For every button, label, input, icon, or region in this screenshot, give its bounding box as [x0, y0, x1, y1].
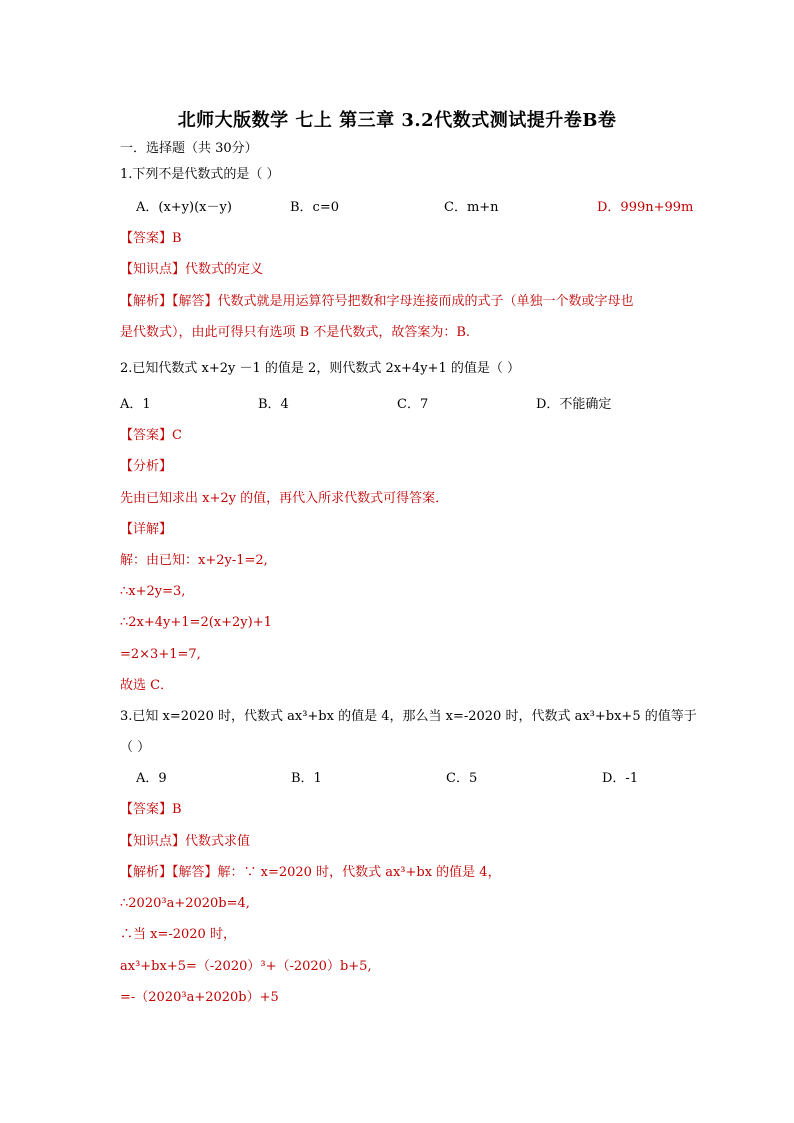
q3-option-b: B．1 — [291, 771, 322, 786]
q2-step: 解：由已知：x+2y-1=2, — [120, 553, 268, 568]
q2-analysis: 先由已知求出 x+2y 的值，再代入所求代数式可得答案． — [120, 491, 449, 506]
q2-option-c: C．7 — [397, 397, 429, 412]
q3-answer: 【答案】B — [120, 802, 182, 817]
q2-detail-header: 【详解】 — [120, 522, 173, 537]
q3-stem-line1: 3.已知 x=2020 时，代数式 ax³+bx 的值是 4，那么当 x=-2020 时，代数式 ax³+bx+5 的值等于 — [120, 709, 697, 724]
q1-option-d: D．999n+99m — [597, 200, 694, 215]
q2-step: ∴2x+4y+1=2(x+2y)+1 — [120, 615, 272, 630]
q3-stem-line2: （ ） — [120, 740, 151, 755]
q1-knowledge: 【知识点】代数式的定义 — [120, 262, 264, 277]
q2-option-a: A．1 — [120, 397, 151, 412]
q2-step: =2×3+1=7, — [120, 647, 201, 662]
q2-step: ∴x+2y=3, — [120, 584, 186, 599]
q1-option-b: B．c=0 — [290, 200, 339, 215]
q2-answer: 【答案】C — [120, 428, 182, 443]
q3-step: ax³+bx+5=（-2020）³+（-2020）b+5, — [120, 959, 372, 974]
q1-analysis-line2: 是代数式），由此可得只有选项 B 不是代数式，故答案为：B. — [120, 325, 471, 340]
q1-stem: 1.下列不是代数式的是（ ） — [120, 167, 280, 182]
q3-analysis-line1: 【解析】【解答】解：∵ x=2020 时，代数式 ax³+bx 的值是 4， — [120, 865, 501, 880]
q1-analysis-line1: 【解析】【解答】代数式就是用运算符号把数和字母连接而成的式子（单独一个数或字母也 — [120, 294, 634, 309]
q3-option-a: A．9 — [136, 771, 167, 786]
q3-step: ∴当 x=-2020 时， — [120, 927, 236, 942]
q3-option-c: C．5 — [446, 771, 478, 786]
q3-step: =-（2020³a+2020b）+5 — [120, 990, 279, 1005]
q3-step: ∴2020³a+2020b=4, — [120, 896, 250, 911]
q1-answer: 【答案】B — [120, 231, 182, 246]
page-title: 北师大版数学 七上 第三章 3.2代数式测试提升卷B卷 — [177, 110, 617, 131]
q2-step: 故选 C． — [120, 678, 174, 693]
q2-option-d: D．不能确定 — [536, 397, 612, 412]
section-heading: 一．选择题（共 30分） — [120, 141, 258, 156]
q3-knowledge: 【知识点】代数式求值 — [120, 834, 251, 849]
q2-option-b: B．4 — [258, 397, 289, 412]
q1-option-a: A．(x+y)(x－y) — [136, 200, 232, 215]
q2-stem: 2.已知代数式 x+2y －1 的值是 2，则代数式 2x+4y+1 的值是（ ） — [120, 361, 520, 376]
q2-analysis-header: 【分析】 — [120, 459, 173, 474]
q1-option-c: C．m+n — [444, 200, 499, 215]
q3-option-d: D．-1 — [602, 771, 639, 786]
